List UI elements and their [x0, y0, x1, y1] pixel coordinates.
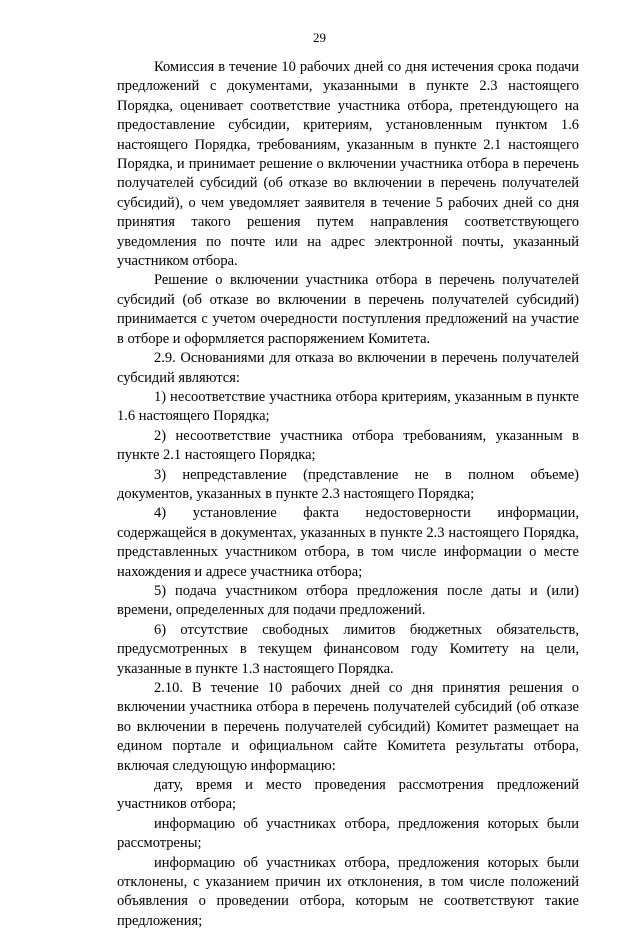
list-item-date-time-place: дату, время и место проведения рассмотрения предложений участников отбора; [117, 777, 579, 813]
paragraph-2-9-heading: 2.9. Основаниями для отказа во включении в перечень получателей субсидий являются: [117, 350, 579, 386]
list-item-false-information: 4) установление факта недостоверности информации, содержащейся в документах, указанных в пункте 2.3 настоящего Порядка, представленных участником отбора, в том числе информации о месте нахождения и адресе участника отбора; [117, 505, 579, 580]
paragraph-commission-review: Комиссия в течение 10 рабочих дней со дня истечения срока подачи предложений с документами, указанными в пункте 2.3 настоящего Порядка, оценивает соответствие участника отбора, претендующего на предоставление субсидии, критериям, установленным пунктом 1.6 настоящего Порядка, требованиям, указанным в пункте 2.1 настоящего Порядка, и принимает решение о включении участника отбора в перечень получателей субсидий (об отказе во включении в перечень получателей субсидий), о чем уведомляет заявителя в течение 5 рабочих дней со дня принятия такого решения путем направления соответствующего уведомления по почте или на адрес электронной почты, указанный участником отбора. [117, 59, 579, 270]
list-item-no-limits: 6) отсутствие свободных лимитов бюджетных обязательств, предусмотренных в текущем финансовом году Комитету на цели, указанные в пункте 1.3 настоящего Порядка. [117, 621, 579, 677]
list-item-requirements: 2) несоответствие участника отбора требованиям, указанным в пункте 2.1 настоящего Порядка; [117, 427, 579, 464]
paragraph-2-10-results: 2.10. В течение 10 рабочих дней со дня принятия решения о включении участника отбора в перечень получателей субсидий (об отказе во включении в перечень получателей субсидий) Комитет размещает на едином портале и официальном сайте Комитета результаты отбора, включая следующую информацию: [117, 680, 579, 774]
list-item-late-submission: 5) подача участником отбора предложения после даты и (или) времени, определенных для подачи предложений. [117, 582, 579, 619]
list-item-rejected-participants: информацию об участниках отбора, предложения которых были отклонены, с указанием причин их отклонения, в том числе положений объявления о проведении отбора, которым не соответствуют такие предложения; [117, 854, 579, 929]
list-item-criteria: 1) несоответствие участника отбора критериям, указанным в пункте 1.6 настоящего Порядка; [117, 388, 579, 425]
list-item-reviewed-participants: информацию об участниках отбора, предложения которых были рассмотрены; [117, 815, 579, 852]
list-item-documents: 3) непредставление (представление не в полном объеме) документов, указанных в пункте 2.3 настоящего Порядка; [117, 466, 579, 502]
paragraph-decision-order: Решение о включении участника отбора в перечень получателей субсидий (об отказе во включении в перечень получателей субсидий) принимается с учетом очередности поступления предложений на участие в отборе и оформляется распоряжением Комитета. [117, 272, 579, 347]
document-body [117, 58, 579, 931]
page-number: 29 [313, 30, 326, 45]
